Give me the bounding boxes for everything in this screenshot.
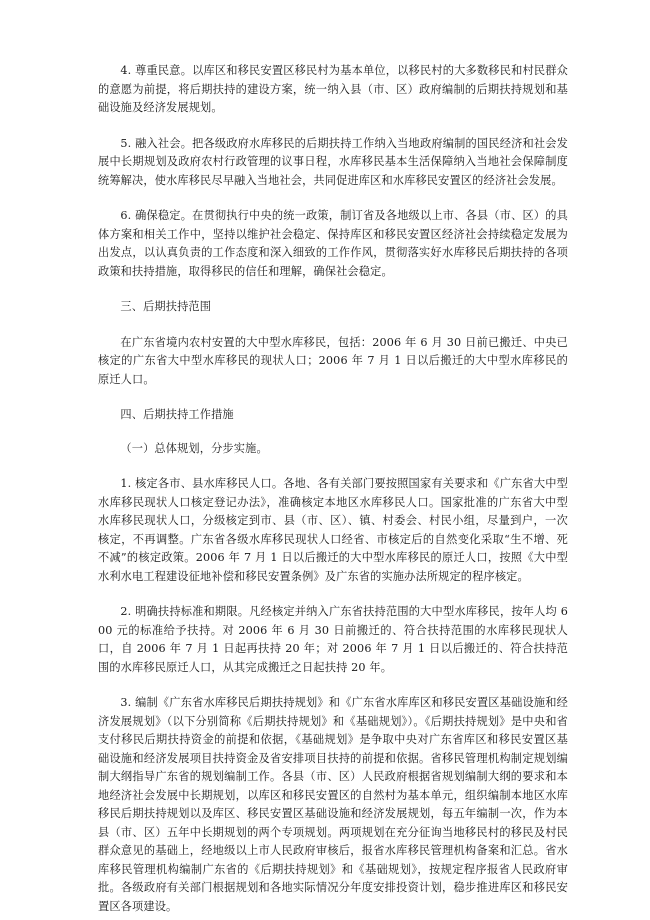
spacer — [98, 425, 568, 440]
scope-paragraph: 在广东省境内农村安置的大中型水库移民，包括：2006 年 6 月 30 日前已搬迁、中央已核定的广东省大中型水库移民的现状人口；2006 年 7 月 1 日以后搬迁的大中型水库移民的原迁人口。 — [98, 335, 568, 386]
principle-4-paragraph: 4. 尊重民意。以库区和移民安置区移民村为基本单位，以移民村的大多数移民和村民群众的意愿为前提，将后期扶持的建设方案，统一纳入县（市、区）政府编制的后期扶持规划和基础设施及经济发展规划。 — [98, 64, 568, 114]
section-4-heading: 四、后期扶持工作措施 — [120, 408, 234, 421]
spacer — [98, 586, 568, 603]
measure-2-paragraph: 2. 明确扶持标准和期限。凡经核定并纳入广东省扶持范围的大中型水库移民，按年人均 600 元的标准给予扶持。对 2006 年 6 月 30 日前搬迁的、符合扶持范围的水库移民现状人口，自 2006 年 7 月 1 日起再扶持 20 年；对 2006 年 7 月 1 日以后搬迁的、符合扶持范围的水库移民原迁人口，从其完成搬迁之日起扶持 20 年。 — [98, 605, 568, 674]
spacer — [98, 190, 568, 207]
principle-6-paragraph: 6. 确保稳定。在贯彻执行中央的统一政策，制订省及各地级以上市、各县（市、区）的具体方案和相关工作中，坚持以维护社会稳定、保持库区和移民安置区经济社会持续稳定发展为出发点，以认真负责的工作态度和深入细致的工作作风，贯彻落实好水库移民后期扶持的各项政策和扶持措施，取得移民的信任和理解，确保社会稳定。 — [98, 209, 568, 278]
section-3-heading: 三、后期扶持范围 — [120, 300, 212, 313]
measure-1-paragraph: 1. 核定各市、县水库移民人口。各地、各有关部门要按照国家有关要求和《广东省大中型水库移民现状人口核定登记办法》，准确核定本地区水库移民人口。国家批准的广东省大中型水库移民现状人口，分级核定到市、县（市、区）、镇、村委会、村民小组，尽量到户，一次核定，不再调整。广东省各级水库移民现状人口经省、市核定后的自然变化采取“生不增、死不减”的核定政策。2006 年 7 月 1 日以后搬迁的大中型水库移民的原迁人口，按照《大中型水利水电工程建设征地补偿和移民安置条例》及广东省的实施办法所规定的程序核定。 — [98, 477, 568, 583]
principle-5-paragraph: 5. 融入社会。把各级政府水库移民的后期扶持工作纳入当地政府编制的国民经济和社会发展中长期规划及政府农村行政管理的议事日程，水库移民基本生活保障纳入当地社会保障制度统筹解决，使水库移民尽早融入当地社会，共同促进库区和水库移民安置区的经济社会发展。 — [98, 136, 568, 187]
spacer — [98, 281, 568, 298]
spacer — [98, 677, 568, 694]
spacer — [98, 389, 568, 406]
spacer — [98, 118, 568, 135]
spacer — [98, 317, 568, 334]
subsection-1-heading: （一）总体规划，分步实施。 — [120, 441, 268, 455]
spacer — [98, 458, 568, 475]
measure-3-paragraph: 3. 编制《广东省水库移民后期扶持规划》和《广东省水库库区和移民安置区基础设施和经济发展规划》（以下分别简称《后期扶持规划》和《基础规划》）。《后期扶持规划》是中央和省支付移民后期扶持资金的前提和依据，《基础规划》是争取中央对广东省库区和移民安置区基础设施和经济发展项目扶持资金及省安排项目扶持的前提和依据。省移民管理机构制定规划编制大纲指导广东省的规划编制工作。各县（市、区）人民政府根据省规划编制大纲的要求和本地经济社会发展中长期规划，以库区和移民安置区的自然村为基本单元，组织编制本地区水库移民后期扶持规划以及库区、移民安置区基础设施和经济发展规划，每五年编制一次，作为本县（市、区）五年中长期规划的两个专项规划。两项规划在充分征询当地移民村的移民及村民群众意见的基础上，经地级以上市人民政府审核后，报省水库移民管理机构备案和汇总。省水库移民管理机构编制广东省的《后期扶持规划》和《基础规划》，按规定程序报省人民政府审批。各级政府有关部门根据规划和各地实际情况分年度安排投资计划，稳步推进库区和移民安置区各项建设。 — [98, 696, 568, 913]
